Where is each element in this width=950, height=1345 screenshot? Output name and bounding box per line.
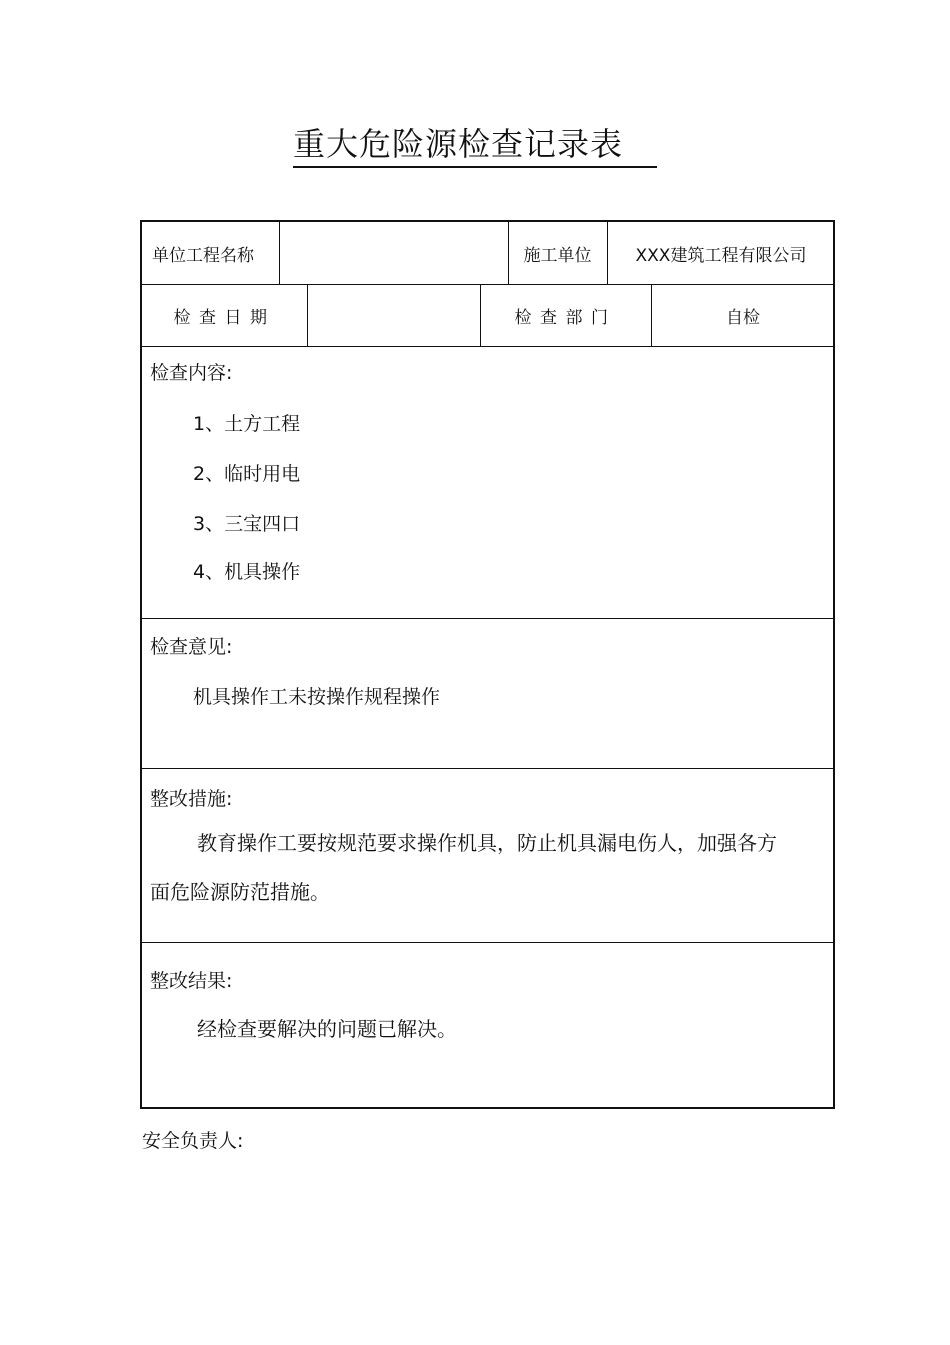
measures-label: 整改措施: xyxy=(150,788,233,810)
contractor-label: 施工单位 xyxy=(523,245,592,266)
project-name-label: 单位工程名称 xyxy=(152,245,254,266)
contractor-field[interactable]: XXX建筑工程有限公司 xyxy=(635,245,807,266)
opinion-label: 检查意见: xyxy=(150,636,233,658)
safety-officer-label: 安全负责人: xyxy=(142,1130,244,1152)
result-label: 整改结果: xyxy=(150,970,233,992)
content-item: 2、临时用电 xyxy=(193,463,301,485)
content-item: 3、三宝四口 xyxy=(193,513,301,535)
content-item: 1、土方工程 xyxy=(193,413,301,435)
inspection-form-table xyxy=(140,220,835,1109)
opinion-text: 机具操作工未按操作规程操作 xyxy=(193,686,441,708)
result-text: 经检查要解决的问题已解决。 xyxy=(197,1017,457,1041)
row-divider xyxy=(142,942,833,943)
content-item: 4、机具操作 xyxy=(193,561,301,583)
measures-text: 教育操作工要按规范要求操作机具，防止机具漏电伤人，加强各方面危险源防范措施。 xyxy=(150,831,777,904)
title-text: 重大危险源检查记录表 xyxy=(293,124,657,168)
department-label: 检查部门 xyxy=(514,307,617,328)
column-divider xyxy=(279,222,280,284)
inspection-date-label: 检查日期 xyxy=(173,307,276,328)
row-divider xyxy=(142,346,833,347)
row-divider xyxy=(142,768,833,769)
project-name-field[interactable] xyxy=(290,222,500,284)
page-title xyxy=(0,124,950,168)
inspection-date-field[interactable] xyxy=(307,284,480,346)
content-label: 检查内容: xyxy=(150,362,233,384)
row-divider xyxy=(142,618,833,619)
department-field[interactable]: 自检 xyxy=(726,307,760,328)
